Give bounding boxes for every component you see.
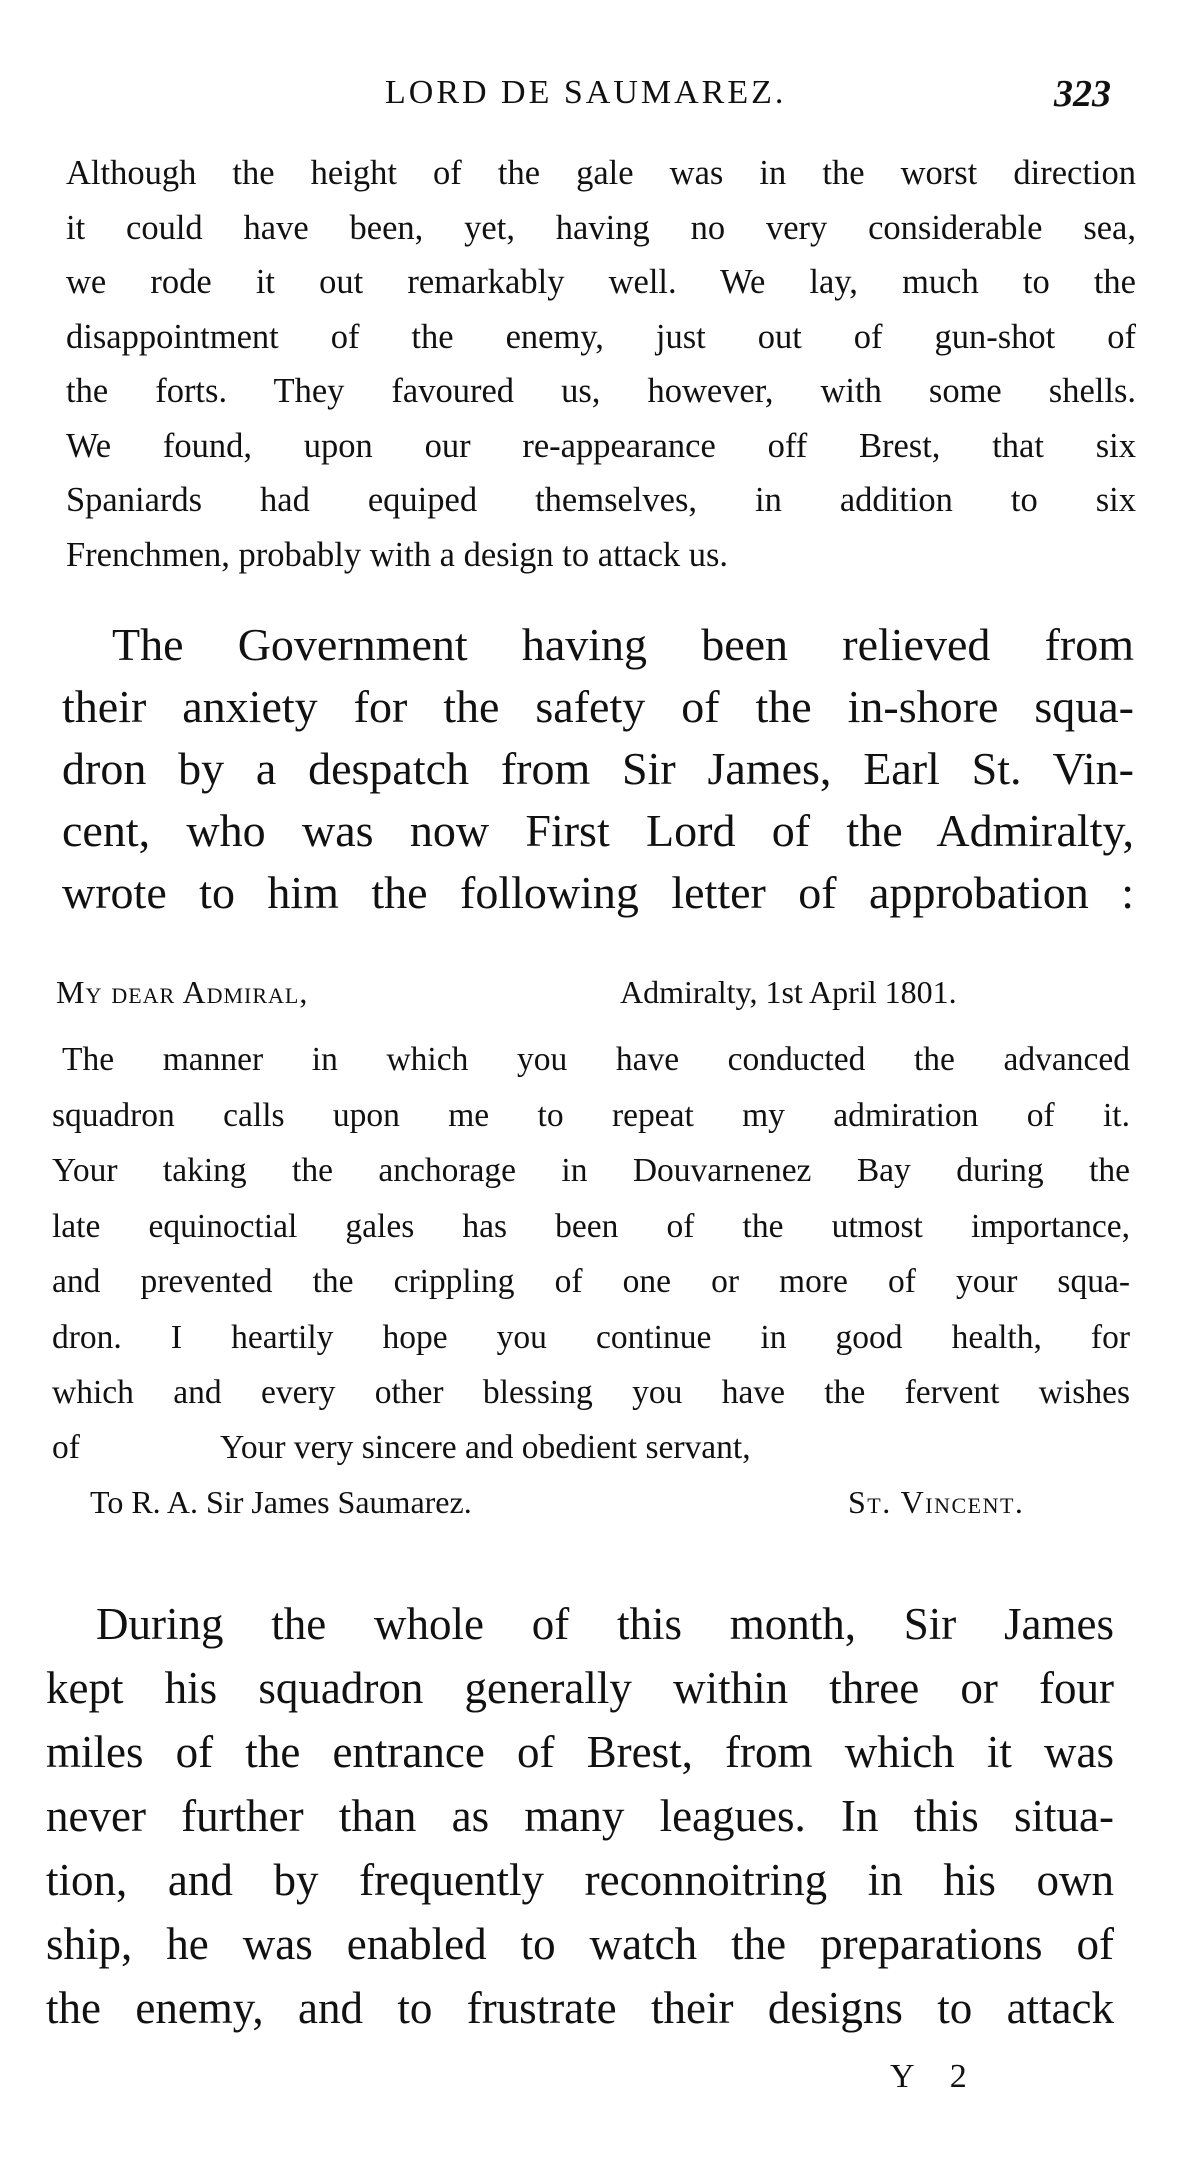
page-number: 323 [1054,73,1111,115]
text-line: disappointment of the enemy, just out of gun-shot of [66,317,1136,356]
text-line: cent, who was now First Lord of the Admiralty, [62,805,1134,856]
text-line: We found, upon our re-appearance off Brest, that six [66,426,1136,465]
text-line: miles of the entrance of Brest, from which it was [46,1727,1114,1777]
text-line: During the whole of this month, Sir James [96,1599,1114,1649]
letter-body [52,1032,1130,1421]
closing-phrase: Your very sincere and obedient servant, [220,1429,751,1466]
text-line: the enemy, and to frustrate their designs to attack [46,1983,1114,2033]
text-line: their anxiety for the safety of the in-shore squa- [62,681,1134,732]
text-line: late equinoctial gales has been of the utmost importance, [52,1207,1130,1245]
text-line: wrote to him the following letter of approbation : [62,867,1134,918]
text-line: tion, and by frequently reconnoitring in his own [46,1855,1114,1905]
letter-dateline: Admiralty, 1st April 1801. [620,974,957,1010]
letter-heading [56,974,1076,1022]
text-line: which and every other blessing you have the fervent wishes [52,1374,1130,1411]
letter-signature: St. Vincent. [848,1484,1025,1520]
closing-of: of [52,1429,80,1466]
letter-address [90,1474,1090,1530]
text-line: Although the height of the gale was in the worst direction [66,154,1136,192]
extract-paragraph [66,146,1136,582]
running-head [0,70,1204,130]
letter-recipient: To R. A. Sir James Saumarez. [90,1484,472,1520]
text-line: it could have been, yet, having no very considerable sea, [66,208,1136,247]
text-line: The Government having been relieved from [112,619,1134,670]
text-line: Your taking the anchorage in Douvarnenez Bay during the [52,1152,1130,1189]
text-line: Spaniards had equiped themselves, in addition to six [66,481,1136,519]
text-line: The manner in which you have conducted the advanced [62,1041,1130,1078]
body-paragraph-1 [62,614,1134,924]
text-line: dron. I heartily hope you continue in good health, for [52,1318,1130,1356]
text-line: the forts. They favoured us, however, with some shells. [66,372,1136,410]
text-line: squadron calls upon me to repeat my admiration of it. [52,1096,1130,1134]
text-line: ship, he was enabled to watch the preparations of [46,1919,1114,1969]
text-line: and prevented the crippling of one or more of your squa- [52,1263,1130,1300]
running-title: LORD DE SAUMAREZ. [385,74,787,111]
text-line: dron by a despatch from Sir James, Earl St. Vin- [62,743,1134,794]
signature-mark: Y 2 [890,2058,981,2095]
letter-closing [52,1420,1130,1476]
text-line: never further than as many leagues. In this situa- [46,1791,1114,1841]
text-line: kept his squadron generally within three or four [46,1663,1114,1713]
letter-salutation: My dear Admiral, [56,974,309,1010]
text-line: Frenchmen, probably with a design to attack us. [66,535,729,574]
text-line: we rode it out remarkably well. We lay, much to the [66,263,1136,301]
body-paragraph-2 [46,1592,1114,2040]
